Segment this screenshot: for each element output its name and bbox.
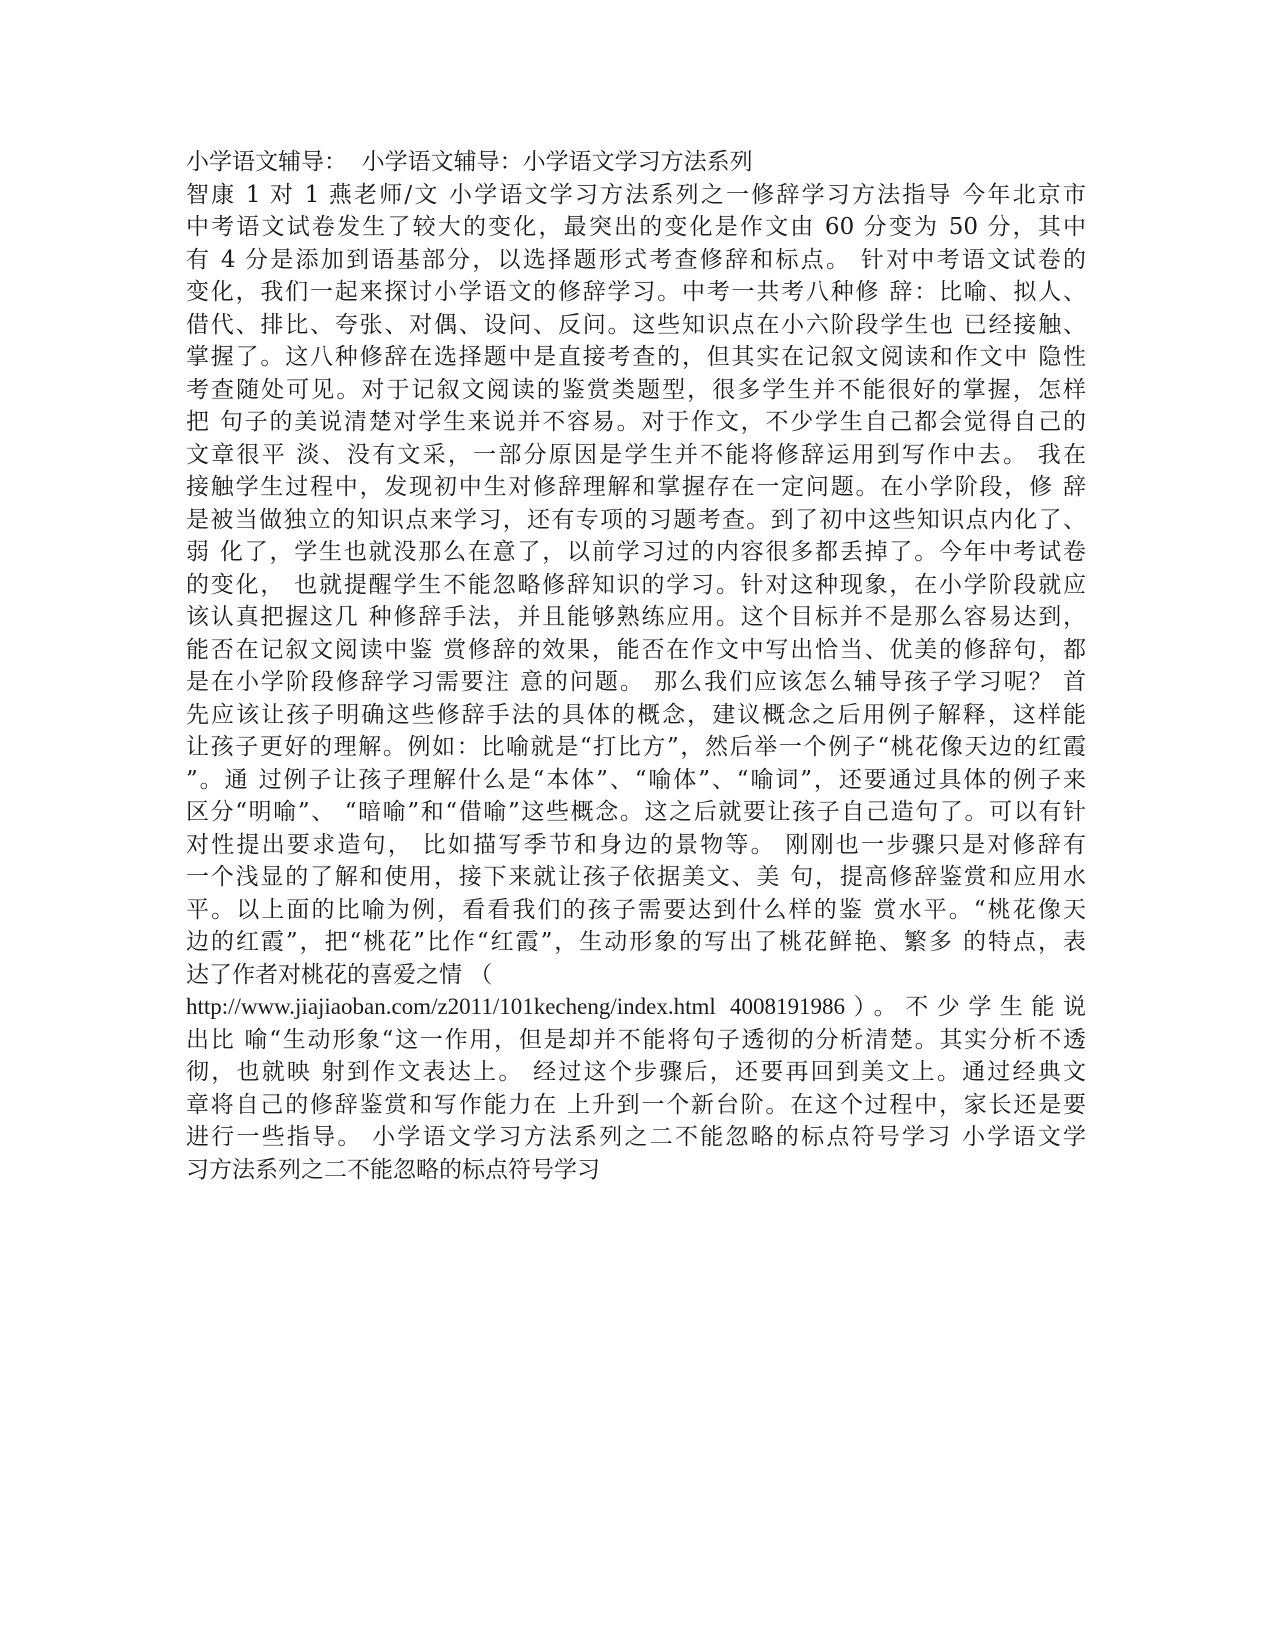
text-line: 掌握了。这八种修辞在选择题中是直接考查的，但其实在记叙文阅读和作文中 隐性 — [186, 344, 1086, 370]
text-line: 进行一些指导。 小学语文学习方法系列之二不能忽略的标点符号学习 小学语文学 — [186, 1124, 1086, 1150]
text-line: 变化，我们一起来探讨小学语文的修辞学习。中考一共考八种修 辞：比喻、拟人、 — [186, 279, 1086, 305]
url-line: http://www.jiajiaoban.com/z2011/101kecheng/index.html 4008191986）。不少学生能说 — [186, 994, 1086, 1019]
text-line: 能否在记叙文阅读中鉴 赏修辞的效果，能否在作文中写出恰当、优美的修辞句，都 — [186, 636, 1086, 663]
text-line: 智康 1 对 1 燕老师/文 小学语文学习方法系列之一修辞学习方法指导 今年北京市 — [186, 181, 1086, 208]
text-line: 平。以上面的比喻为例，看看我们的孩子需要达到什么样的鉴 赏水平。“桃花像天 — [186, 896, 1086, 923]
text-line: 的变化， 也就提醒学生不能忽略修辞知识的学习。针对这种现象，在小学阶段就应 — [186, 571, 1086, 598]
text-line: 接触学生过程中，发现初中生对修辞理解和掌握存在一定问题。在小学阶段，修 辞 — [186, 474, 1086, 500]
text-line: 出比 喻“生动形象“这一作用，但是却并不能将句子透彻的分析清楚。其实分析不透 — [186, 1026, 1086, 1053]
text-line: 对性提出要求造句， 比如描写季节和身边的景物等。 刚刚也一步骤只是对修辞有 — [186, 831, 1086, 858]
text-line: 区分“明喻”、 “暗喻”和“借喻”这些概念。这之后就要让孩子自己造句了。可以有针 — [186, 799, 1086, 825]
text-line: 让孩子更好的理解。例如：比喻就是“打比方”，然后举一个例子“桃花像天边的红霞 — [186, 734, 1086, 760]
text-line: 习方法系列之二不能忽略的标点符号学习 — [186, 1156, 600, 1183]
text-line: 中考语文试卷发生了较大的变化，最突出的变化是作文由 60 分变为 50 分，其中 — [186, 214, 1086, 240]
document-body — [186, 146, 1086, 1186]
text-line: 是在小学阶段修辞学习需要注 意的问题。 那么我们应该怎么辅导孩子学习呢？ 首 — [186, 669, 1086, 695]
text-line: 是被当做独立的知识点来学习，还有专项的习题考查。到了初中这些知识点内化了、 — [186, 506, 1086, 533]
text-line: 弱 化了，学生也就没那么在意了，以前学习过的内容很多都丢掉了。今年中考试卷 — [186, 539, 1086, 565]
text-line: 借代、排比、夸张、对偶、设问、反问。这些知识点在小六阶段学生也 已经接触、 — [186, 311, 1086, 338]
text-line: 文章很平 淡、没有文采，一部分原因是学生并不能将修辞运用到写作中去。 我在 — [186, 441, 1086, 468]
text-line: 有 4 分是添加到语基部分，以选择题形式考查修辞和标点。 针对中考语文试卷的 — [186, 246, 1086, 273]
text-line: 把 句子的美说清楚对学生来说并不容易。对于作文，不少学生自己都会觉得自己的 — [186, 409, 1086, 435]
text-line: 彻，也就映 射到作文表达上。 经过这个步骤后，还要再回到美文上。通过经典文 — [186, 1059, 1086, 1085]
text-line: 该认真把握这几 种修辞手法，并且能够熟练应用。这个目标并不是那么容易达到， — [186, 604, 1086, 630]
text-line: 章将自己的修辞鉴赏和写作能力在 上升到一个新台阶。在这个过程中，家长还是要 — [186, 1091, 1086, 1118]
text-line: 达了作者对桃花的喜爱之情 （ — [186, 961, 493, 988]
text-line: 边的红霞”，把“桃花”比作“红霞”，生动形象的写出了桃花鲜艳、繁多 的特点，表 — [186, 929, 1086, 955]
document-title: 小学语文辅导： 小学语文辅导：小学语文学习方法系列 — [186, 149, 753, 175]
text-line: 考查随处可见。对于记叙文阅读的鉴赏类题型，很多学生并不能很好的掌握，怎样 — [186, 376, 1086, 403]
text-line: ”。通 过例子让孩子理解什么是“本体”、“喻体”、“喻词”，还要通过具体的例子来 — [186, 766, 1086, 793]
text-line: 先应该让孩子明确这些修辞手法的具体的概念，建议概念之后用例子解释，这样能 — [186, 701, 1086, 728]
text-line: 一个浅显的了解和使用，接下来就让孩子依据美文、美 句，提高修辞鉴赏和应用水 — [186, 864, 1086, 890]
